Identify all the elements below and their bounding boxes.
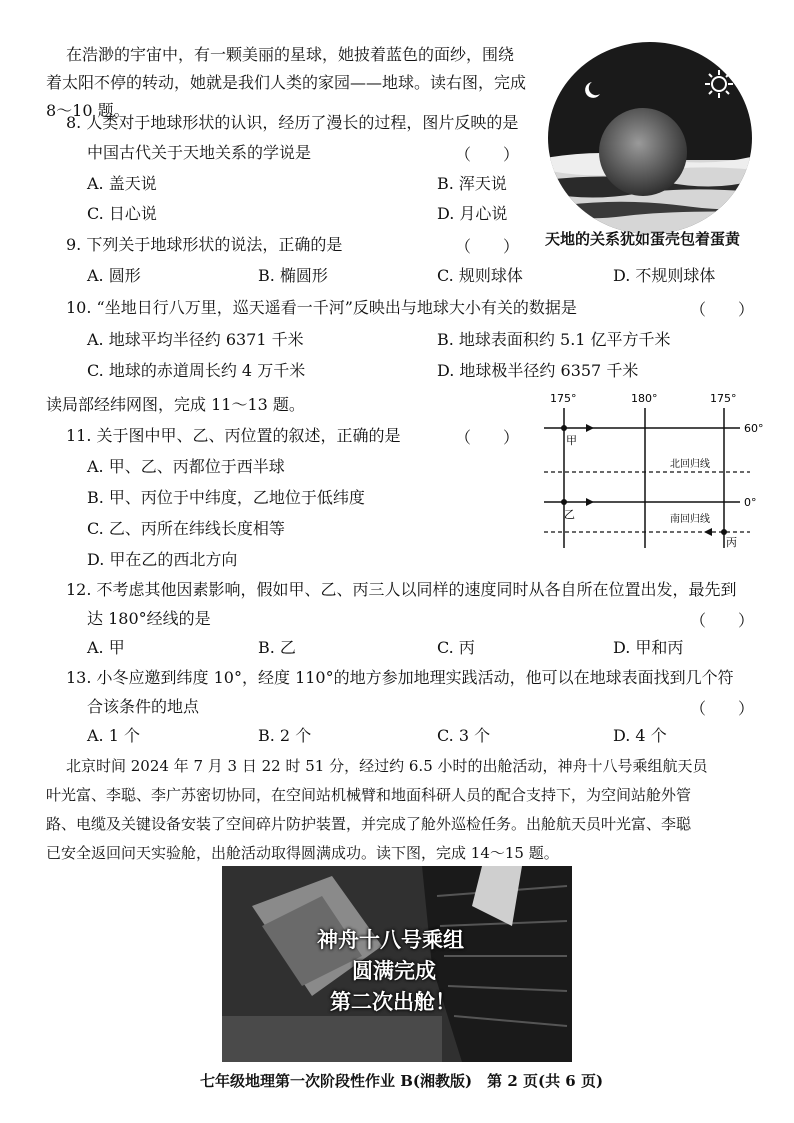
q12-option-c[interactable]: C. 丙 (437, 638, 475, 657)
map-lon-left-label: 175° (550, 392, 577, 405)
intro2-text: 读局部经纬网图，完成 11～13 题。 (46, 395, 305, 414)
q13-option-a[interactable]: A. 1 个 (87, 726, 140, 745)
q12-stem-line-2: 达 180°经线的是 (87, 609, 211, 628)
q9-answer-paren[interactable]: （ ） (455, 237, 520, 256)
map-lat-equator-label: 0° (744, 496, 757, 509)
photo-caption-line-3: 第二次出舱！ (330, 990, 456, 1014)
map-point-jia: 甲 (566, 434, 577, 447)
q13-answer-paren[interactable]: （ ） (690, 699, 755, 718)
map-lat-top-label: 60° (744, 422, 764, 435)
q10-option-a[interactable]: A. 地球平均半径约 6371 千米 (87, 330, 304, 349)
q13-stem-line-2: 合该条件的地点 (87, 697, 200, 716)
q8-answer-paren[interactable]: （ ） (455, 145, 520, 164)
q12-option-d[interactable]: D. 甲和丙 (613, 638, 684, 657)
map-lon-right-label: 175° (710, 392, 737, 405)
map-point-yi: 乙 (564, 508, 575, 521)
q13-option-b[interactable]: B. 2 个 (258, 726, 312, 745)
q8-option-c[interactable]: C. 日心说 (87, 204, 157, 223)
map-lon-mid-label: 180° (631, 392, 658, 405)
q8-stem-line-2: 中国古代关于天地关系的学说是 (87, 143, 312, 162)
q10-option-d[interactable]: D. 地球极半径约 6357 千米 (437, 361, 639, 380)
q12-stem-line-1: 12. 不考虑其他因素影响，假如甲、乙、丙三人以同样的速度同时从各自所在位置出发，最先到 (66, 580, 737, 599)
q13-option-d[interactable]: D. 4 个 (613, 726, 667, 745)
q9-option-a[interactable]: A. 圆形 (87, 266, 141, 285)
q10-answer-paren[interactable]: （ ） (690, 300, 755, 319)
intro-line-3: 8～10 题。 (46, 101, 130, 120)
q13-option-c[interactable]: C. 3 个 (437, 726, 491, 745)
egg-figure (545, 40, 755, 250)
q10-option-b[interactable]: B. 地球表面积约 5.1 亿平方千米 (437, 330, 671, 349)
q11-option-b[interactable]: B. 甲、丙位于中纬度，乙地位于低纬度 (87, 488, 365, 507)
q8-stem-line-1: 8. 人类对于地球形状的认识，经历了漫长的过程，图片反映的是 (66, 113, 519, 132)
photo-caption-line-1: 神舟十八号乘组 (317, 928, 464, 952)
intro3-line-4: 已安全返回问天实验舱，出舱活动取得圆满成功。读下图，完成 14～15 题。 (46, 844, 559, 862)
intro-line-1: 在浩渺的宇宙中，有一颗美丽的星球，她披着蓝色的面纱，围绕 (66, 45, 515, 64)
q12-option-a[interactable]: A. 甲 (87, 638, 125, 657)
photo-caption-line-2: 圆满完成 (352, 959, 436, 983)
q10-option-c[interactable]: C. 地球的赤道周长约 4 万千米 (87, 361, 306, 380)
q8-option-a[interactable]: A. 盖天说 (87, 174, 157, 193)
intro3-line-3: 路、电缆及关键设备安装了空间碎片防护装置，并完成了舱外巡检任务。出舱航天员叶光富、李聪 (46, 815, 692, 833)
q11-option-d[interactable]: D. 甲在乙的西北方向 (87, 550, 238, 569)
egg-figure-caption: 天地的关系犹如蛋壳包着蛋黄 (545, 230, 741, 248)
intro3-line-2: 叶光富、李聪、李广苏密切协同，在空间站机械臂和地面科研人员的配合支持下，为空间站舱外管 (46, 786, 692, 804)
map-tropic-south-label: 南回归线 (670, 514, 710, 525)
q8-option-b[interactable]: B. 浑天说 (437, 174, 507, 193)
q9-option-c[interactable]: C. 规则球体 (437, 266, 523, 285)
intro-line-2: 着太阳不停的转动，她就是我们人类的家园——地球。读右图，完成 (46, 73, 527, 92)
q8-option-d[interactable]: D. 月心说 (437, 204, 508, 223)
latlon-grid-map (520, 388, 780, 558)
spacewalk-photo (222, 866, 572, 1062)
q9-option-d[interactable]: D. 不规则球体 (613, 266, 716, 285)
q9-stem: 9. 下列关于地球形状的说法，正确的是 (66, 235, 343, 254)
map-tropic-north-label: 北回归线 (670, 459, 710, 470)
q11-answer-paren[interactable]: （ ） (455, 428, 520, 447)
page-footer: 七年级地理第一次阶段性作业 B(湘教版) 第 2 页(共 6 页) (200, 1072, 604, 1090)
q13-stem-line-1: 13. 小冬应邀到纬度 10°，经度 110°的地方参加地理实践活动，他可以在地球表面找到几个符 (66, 668, 734, 687)
q11-stem: 11. 关于图中甲、乙、丙位置的叙述，正确的是 (66, 426, 401, 445)
intro3-line-1: 北京时间 2024 年 7 月 3 日 22 时 51 分，经过约 6.5 小时的出舱活动，神舟十八号乘组航天员 (66, 757, 708, 775)
q12-option-b[interactable]: B. 乙 (258, 638, 296, 657)
q12-answer-paren[interactable]: （ ） (690, 611, 755, 630)
map-point-bing: 丙 (726, 536, 737, 549)
q11-option-c[interactable]: C. 乙、丙所在纬线长度相等 (87, 519, 285, 538)
q10-stem: 10. “坐地日行八万里，巡天遥看一千河”反映出与地球大小有关的数据是 (66, 298, 577, 317)
q9-option-b[interactable]: B. 椭圆形 (258, 266, 328, 285)
q11-option-a[interactable]: A. 甲、乙、丙都位于西半球 (87, 457, 285, 476)
